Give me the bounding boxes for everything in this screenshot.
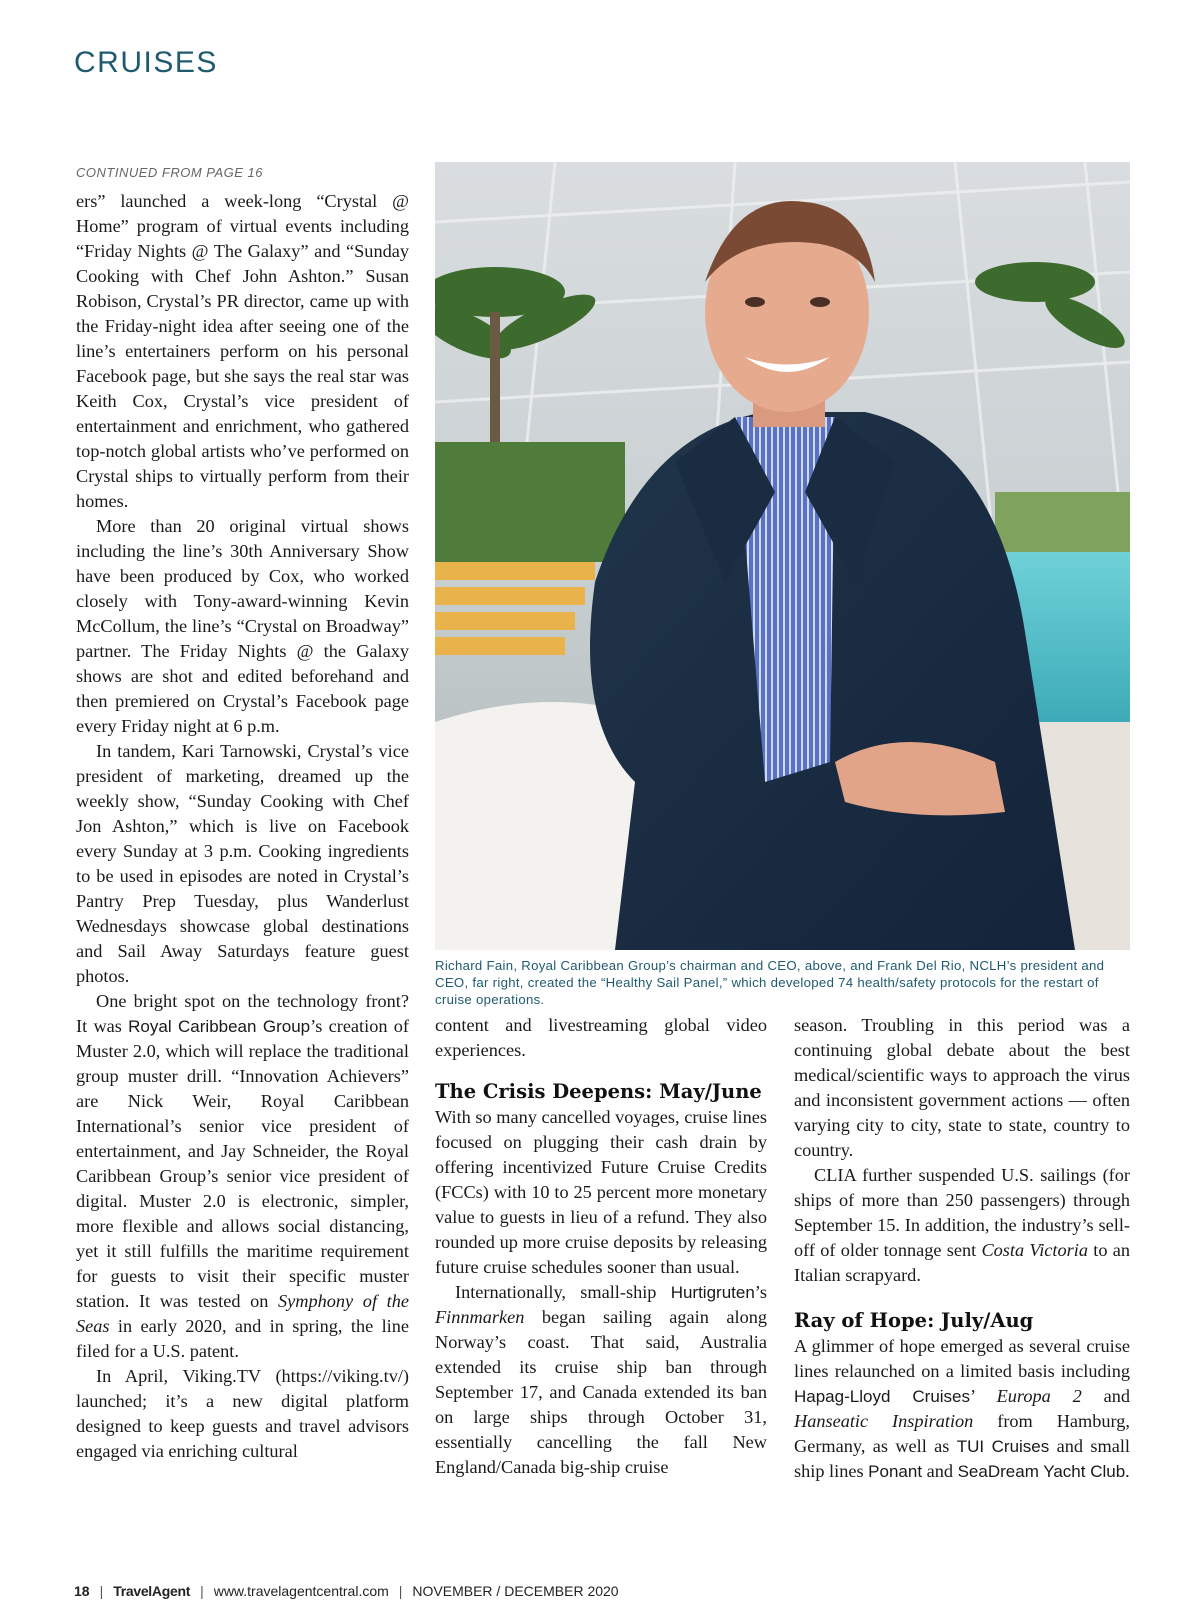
article-column-1 [76,160,409,1464]
paragraph: With so many cancelled voyages, cruise lines focused on plugging their cash drain by offering incentivized Future Cruise Credits (FCCs) with 10 to 25 percent more monetary value to guests in lieu of a refund. They also rounded up more cruise deposits by releasing future cruise schedules sooner than usual. [435,1107,767,1277]
website-url: www.travelagentcentral.com [213,1583,389,1599]
issue-date: NOVEMBER / DECEMBER 2020 [412,1583,619,1599]
ship-name: Finnmarken [435,1307,525,1327]
ship-name: Costa Victoria [981,1240,1088,1260]
paragraph: In April, Viking.TV (https://viking.tv/) launched; it’s a new digital platform designed to keep guests and travel advisors engaged via enriching cultural [76,1366,409,1461]
paragraph: One bright spot on the technology front? It was Royal Caribbean Group’s creation of Muster 2.0, which will replace the traditional group muster drill. “Innovation Achievers” are Nick Weir, Royal Caribbean International’s senior vice president of entertainment, and Jay Schneider, the Royal Caribbean Group’s senior vice president of digital. Muster 2.0 is electronic, simpler, more flexible and allows social distancing, yet it still fulfills the maritime requirement for guests to visit their specific muster station. It was tested on Symphony of the Seas in early 2020, and in spring, the line filed for a U.S. patent. [76,991,409,1361]
paragraph: In tandem, Kari Tarnowski, Crystal’s vice president of marketing, dreamed up the weekly show, “Sunday Cooking with Chef Jon Ashton,” which is live on Facebook every Sunday at 3 p.m. Cooking ingredients to be used in episodes are noted in Crystal’s Pantry Prep Tuesday, plus Wanderlust Wednesdays showcase global destinations and Sail Away Saturdays feature guest photos. [76,741,409,986]
paragraph: season. Troubling in this period was a continuing global debate about the best medical/scientific ways to approach the virus and inconsistent government actions — often varying city to city, state to state, country to country. [794,1015,1130,1160]
article-column-2 [435,1013,767,1480]
page-footer [74,1583,619,1599]
brand-name: Hapag-Lloyd Cruises [794,1387,971,1406]
paragraph: A glimmer of hope emerged as several cruise lines relaunched on a limited basis including Hapag-Lloyd Cruises’ Europa 2 and Hanseatic Inspiration from Hamburg, Germany, as well as TUI Cruises and small ship lines Ponant and SeaDream Yacht Club. [794,1336,1130,1481]
continued-from-label: CONTINUED FROM PAGE 16 [76,165,264,180]
paragraph: Internationally, small-ship Hurtigruten’s Finnmarken began sailing again along Norway’s coast. That said, Australia extended its cruise ship ban through September 17, and Canada extended its ban on large ships through October 31, essentially cancelling the fall New England/Canada big-ship cruise [435,1282,767,1477]
brand-name: Hurtigruten [670,1283,755,1302]
footer-separator: | [200,1583,204,1599]
ship-name: Hanseatic Inspiration [794,1411,974,1431]
paragraph: More than 20 original virtual shows including the line’s 30th Anniversary Show have been produced by Cox, who worked closely with Tony-award-winning Kevin McCollum, the line’s “Crystal on Broadway” partner. The Friday Nights @ the Galaxy shows are shot and edited beforehand and then premiered on Crystal’s Facebook page every Friday night at 6 p.m. [76,516,409,736]
brand-name: Royal Caribbean Group [128,1017,311,1036]
section-title: CRUISES [74,46,218,79]
article-column-3 [794,1013,1130,1484]
section-heading: Ray of Hope: July/Aug [794,1309,1034,1332]
publication-name: TravelAgent [113,1583,191,1599]
paragraph: ers” launched a week-long “Crystal @ Home” program of virtual events including “Friday Nights @ The Galaxy” and “Sunday Cooking with Chef John Ashton.” Susan Robison, Crystal’s PR director, came up with the Friday-night idea after seeing one of the line’s entertainers perform on his personal Facebook page, but she says the real star was Keith Cox, Crystal’s vice president of entertainment and enrichment, who gathered top-notch global artists who’ve performed on Crystal ships to virtually perform from their homes. [76,191,409,511]
footer-separator: | [99,1583,104,1599]
paragraph: CLIA further suspended U.S. sailings (for ships of more than 250 passengers) through September 15. In addition, the industry’s sell-off of older tonnage sent Costa Victoria to an Italian scrapyard. [794,1165,1130,1285]
brand-name: Ponant [868,1462,923,1481]
brand-name: SeaDream Yacht Club [957,1462,1126,1481]
ship-name: Europa 2 [996,1386,1082,1406]
paragraph: content and livestreaming global video experiences. [435,1015,767,1060]
footer-separator: | [398,1583,403,1599]
brand-name: TUI Cruises [956,1437,1050,1456]
page-number: 18 [74,1583,90,1599]
section-heading: The Crisis Deepens: May/June [435,1080,762,1103]
photo-caption: Richard Fain, Royal Caribbean Group’s chairman and CEO, above, and Frank Del Rio, NCLH’s president and CEO, far right, created the “Healthy Sail Panel,” which developed 74 health/safety protocols for the restart of cruise operations. [435,958,1105,1007]
portrait-photo [435,162,1130,950]
ship-name: Symphony of the Seas [76,1291,409,1336]
